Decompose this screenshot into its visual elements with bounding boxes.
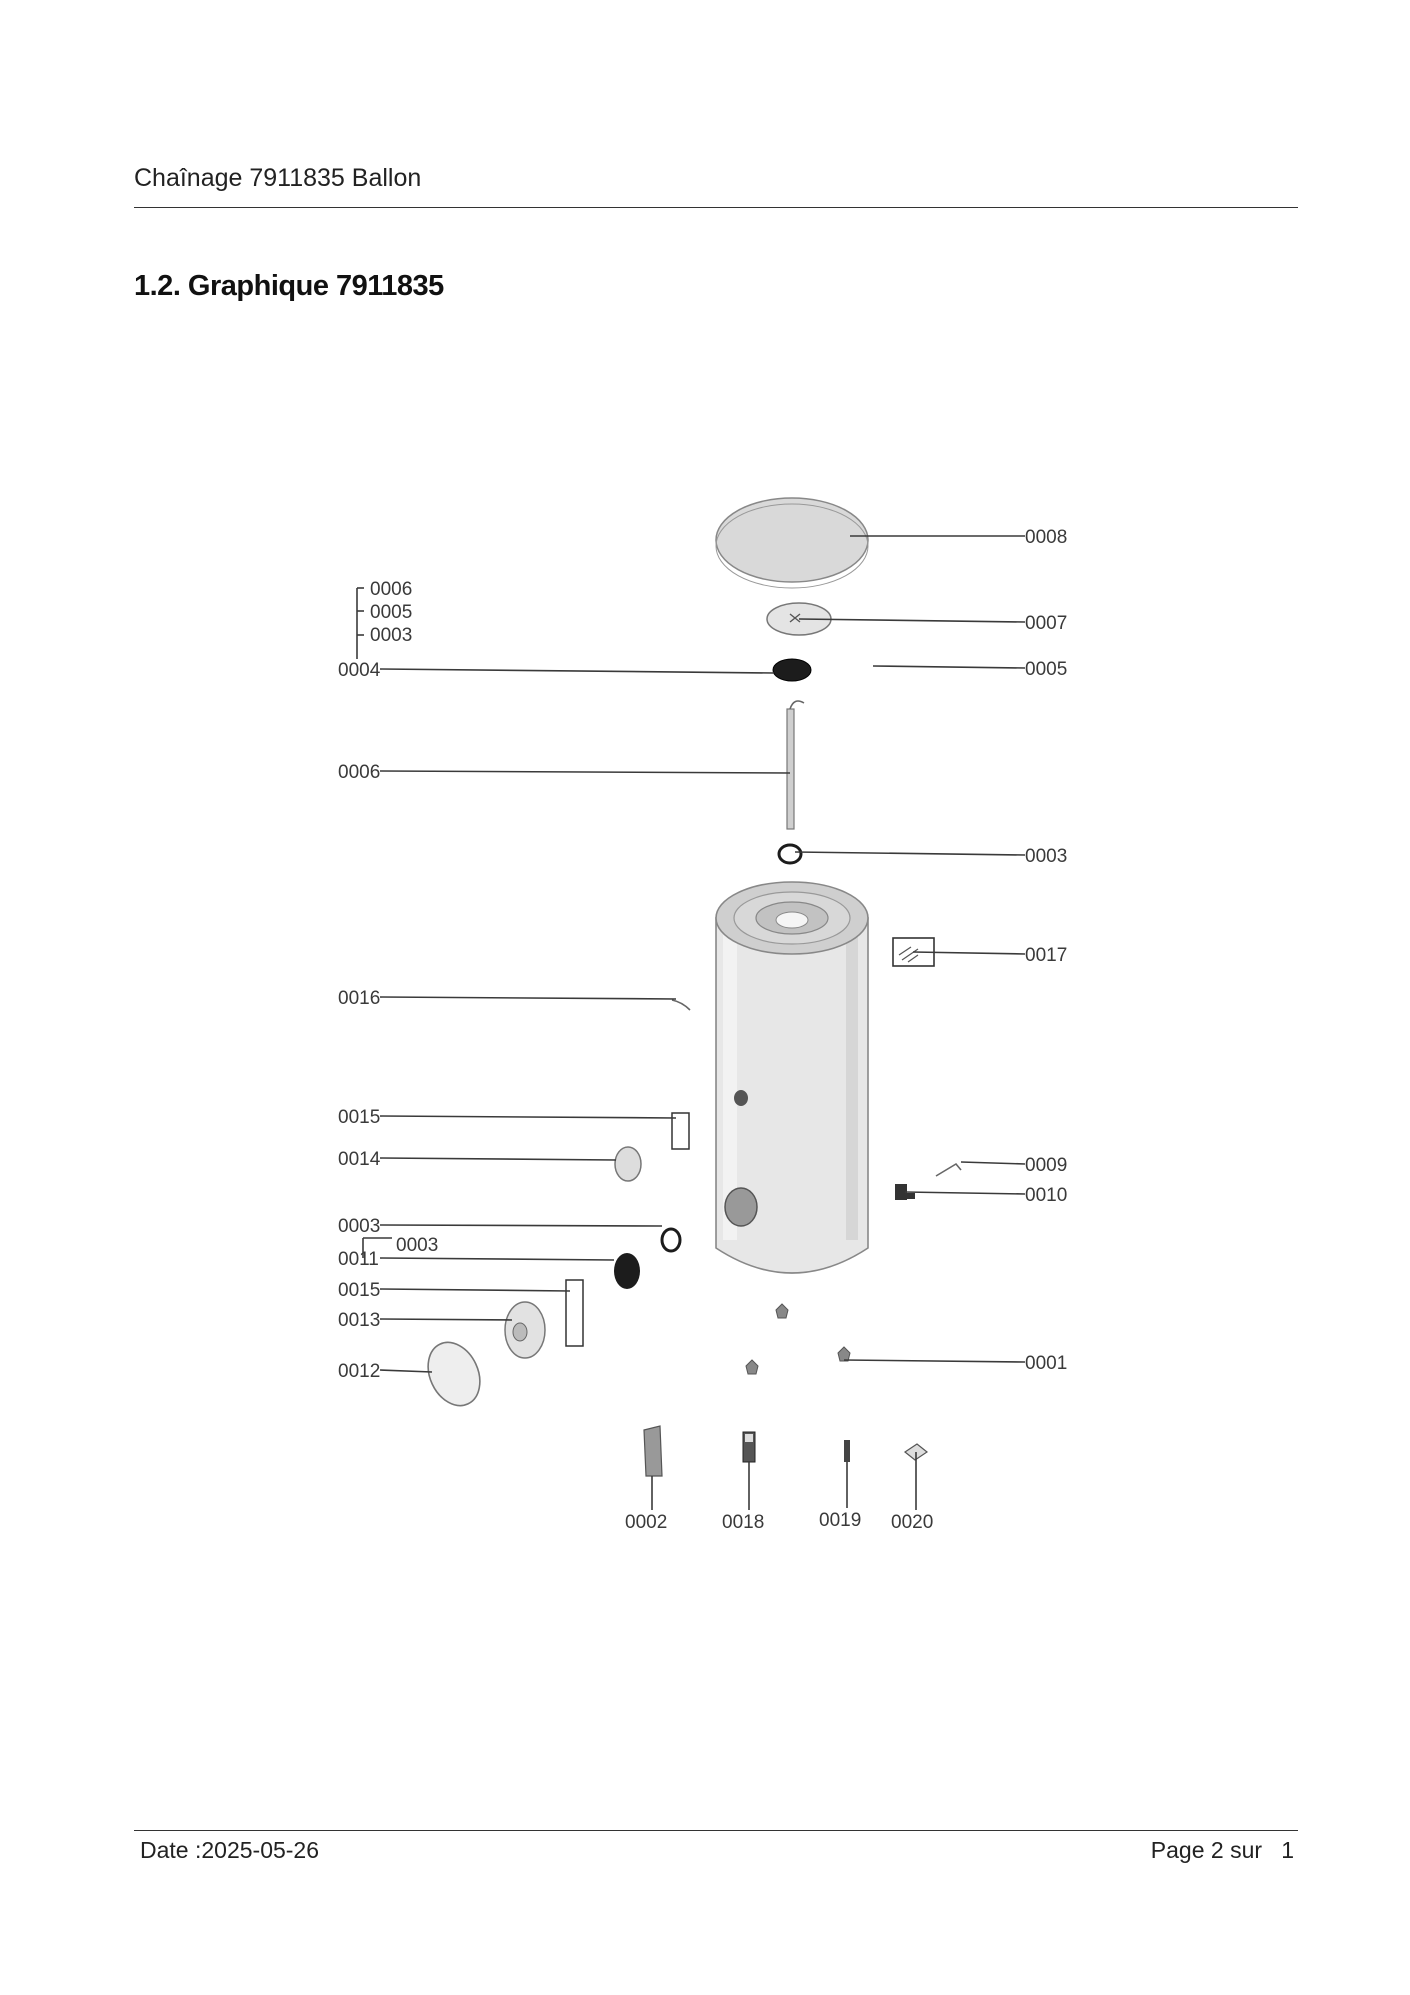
part-black-gasket [773,659,811,681]
section-heading: 1.2. Graphique 7911835 [134,270,444,302]
label-group-0003: 0003 [370,625,413,646]
document-header-title: Chaînage 7911835 Ballon [134,164,422,192]
label-left-0015-lower: 0015 [338,1280,381,1301]
label-bottom-0018: 0018 [722,1512,765,1533]
label-left-0016: 0016 [338,988,381,1009]
label-right-0007: 0007 [1025,613,1068,634]
footer-divider [134,1830,1298,1831]
label-bottom-0020: 0020 [891,1512,934,1533]
label-bottom-0002: 0002 [625,1512,668,1533]
label-right-0008: 0008 [1025,527,1068,548]
label-right-0017: 0017 [1025,945,1068,966]
label-left-0012: 0012 [338,1361,381,1382]
label-group-0006: 0006 [370,579,413,600]
label-bottom-0019: 0019 [819,1510,862,1531]
label-left-0003-sub: 0003 [396,1235,439,1256]
part-feet [746,1304,850,1374]
label-right-0005: 0005 [1025,659,1068,680]
label-left-0013: 0013 [338,1310,381,1331]
label-right-0001: 0001 [1025,1353,1068,1374]
part-bracket-lower [566,1280,583,1346]
part-black-gasket-lower [614,1253,640,1289]
footer-page-number: Page 2 sur 1 [1150,1837,1294,1863]
label-left-0003: 0003 [338,1216,381,1237]
part-0018-fitting [743,1432,755,1462]
part-probe-wire [936,1164,961,1176]
label-left-0006: 0006 [338,762,381,783]
label-right-0003: 0003 [1025,846,1068,867]
part-cover-disc [716,498,868,588]
label-left-0014: 0014 [338,1149,381,1170]
part-flange [505,1302,545,1358]
part-small-cap [615,1147,641,1181]
label-right-0010: 0010 [1025,1185,1068,1206]
label-group-0005: 0005 [370,602,413,623]
part-0002-plate [644,1426,662,1476]
label-right-0009: 0009 [1025,1155,1068,1176]
part-o-ring-lower [662,1229,680,1251]
label-0004: 0004 [338,660,381,681]
label-left-0011: 0011 [338,1249,379,1270]
part-sensor-wire [672,1000,690,1010]
part-0019-pin [844,1440,850,1462]
label-left-0015-upper: 0015 [338,1107,381,1128]
part-o-ring-top [779,845,801,863]
part-tank-body [716,882,868,1273]
part-anode-rod [787,701,804,829]
part-front-cover [418,1334,489,1414]
footer-date: Date :2025-05-26 [140,1837,320,1863]
